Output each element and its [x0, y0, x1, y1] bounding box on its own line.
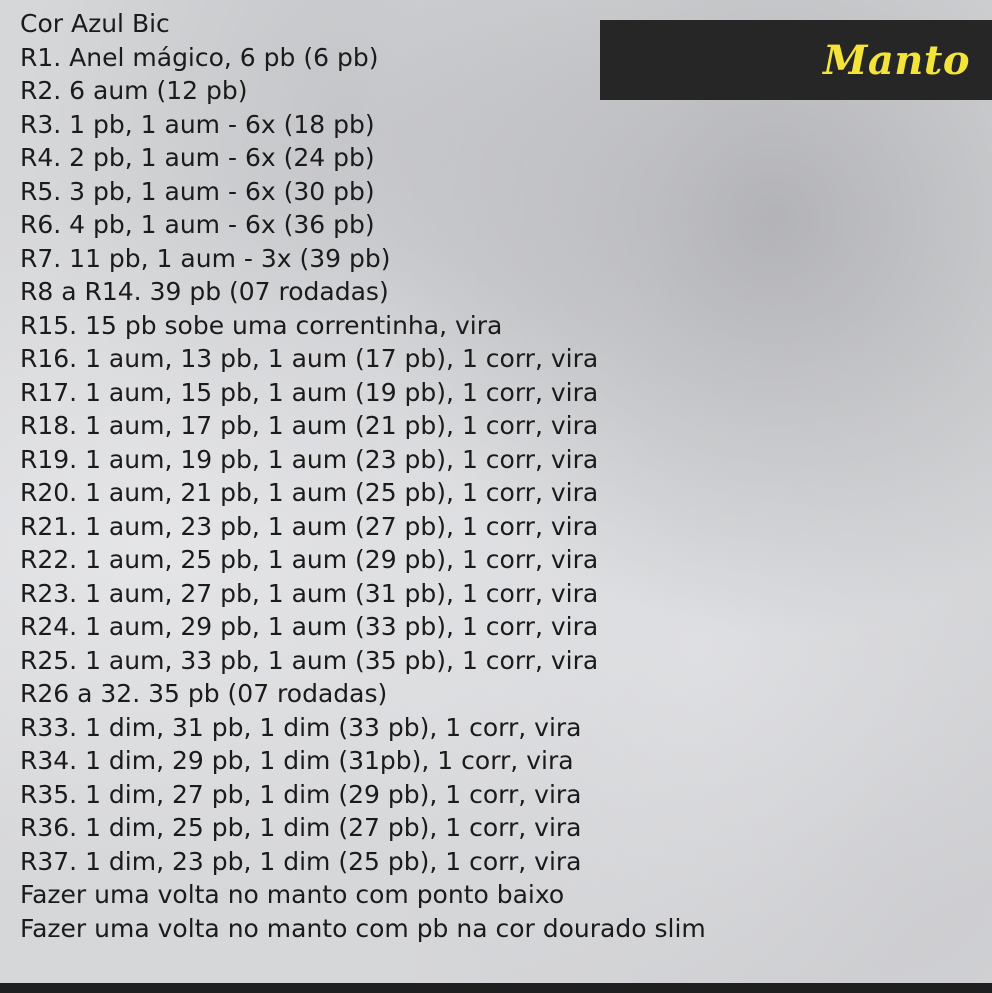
- instruction-line-r23: R23. 1 aum, 27 pb, 1 aum (31 pb), 1 corr, vira: [20, 578, 599, 608]
- instruction-line-r7: R7. 11 pb, 1 aum - 3x (39 pb): [20, 243, 391, 273]
- instruction-line-r20: R20. 1 aum, 21 pb, 1 aum (25 pb), 1 corr, vira: [20, 478, 599, 507]
- instruction-line-r1: R1. Anel mágico, 6 pb (6 pb): [20, 42, 379, 72]
- instruction-line-r6: R6. 4 pb, 1 aum - 6x (36 pb): [20, 210, 375, 239]
- instruction-line-finish-1: Fazer uma volta no manto com ponto baixo: [20, 880, 565, 909]
- instruction-list: [20, 7, 706, 945]
- instruction-line-r15: R15. 15 pb sobe uma correntinha, vira: [20, 310, 503, 340]
- instruction-line-r5: R5. 3 pb, 1 aum - 6x (30 pb): [20, 176, 375, 206]
- bottom-divider: [0, 983, 992, 993]
- instruction-line-r26-r32: R26 a 32. 35 pb (07 rodadas): [20, 679, 388, 708]
- page-title: Manto: [823, 36, 970, 84]
- instruction-line-r19: R19. 1 aum, 19 pb, 1 aum (23 pb), 1 corr, vira: [20, 444, 599, 474]
- instruction-line-r16: R16. 1 aum, 13 pb, 1 aum (17 pb), 1 corr, vira: [20, 344, 599, 373]
- instruction-line-r4: R4. 2 pb, 1 aum - 6x (24 pb): [20, 143, 375, 172]
- instruction-line-r35: R35. 1 dim, 27 pb, 1 dim (29 pb), 1 corr, vira: [20, 779, 582, 809]
- instruction-line-r24: R24. 1 aum, 29 pb, 1 aum (33 pb), 1 corr, vira: [20, 612, 599, 641]
- instruction-line-finish-2: Fazer uma volta no manto com pb na cor dourado slim: [20, 913, 706, 943]
- instruction-line-r36: R36. 1 dim, 25 pb, 1 dim (27 pb), 1 corr, vira: [20, 813, 582, 842]
- instruction-line-r18: R18. 1 aum, 17 pb, 1 aum (21 pb), 1 corr, vira: [20, 411, 599, 440]
- instruction-line-r21: R21. 1 aum, 23 pb, 1 aum (27 pb), 1 corr, vira: [20, 511, 599, 541]
- instruction-line-r37: R37. 1 dim, 23 pb, 1 dim (25 pb), 1 corr, vira: [20, 846, 582, 876]
- instruction-line-r17: R17. 1 aum, 15 pb, 1 aum (19 pb), 1 corr, vira: [20, 377, 599, 407]
- instruction-line-r33: R33. 1 dim, 31 pb, 1 dim (33 pb), 1 corr, vira: [20, 712, 582, 742]
- instruction-line-r8-r14: R8 a R14. 39 pb (07 rodadas): [20, 277, 389, 306]
- instruction-line-r3: R3. 1 pb, 1 aum - 6x (18 pb): [20, 109, 375, 139]
- instruction-line-r25: R25. 1 aum, 33 pb, 1 aum (35 pb), 1 corr, vira: [20, 645, 599, 675]
- instruction-line-r22: R22. 1 aum, 25 pb, 1 aum (29 pb), 1 corr, vira: [20, 545, 599, 574]
- instruction-line-color: Cor Azul Bic: [20, 9, 170, 38]
- instruction-line-r2: R2. 6 aum (12 pb): [20, 76, 248, 105]
- instruction-line-r34: R34. 1 dim, 29 pb, 1 dim (31pb), 1 corr, vira: [20, 746, 574, 775]
